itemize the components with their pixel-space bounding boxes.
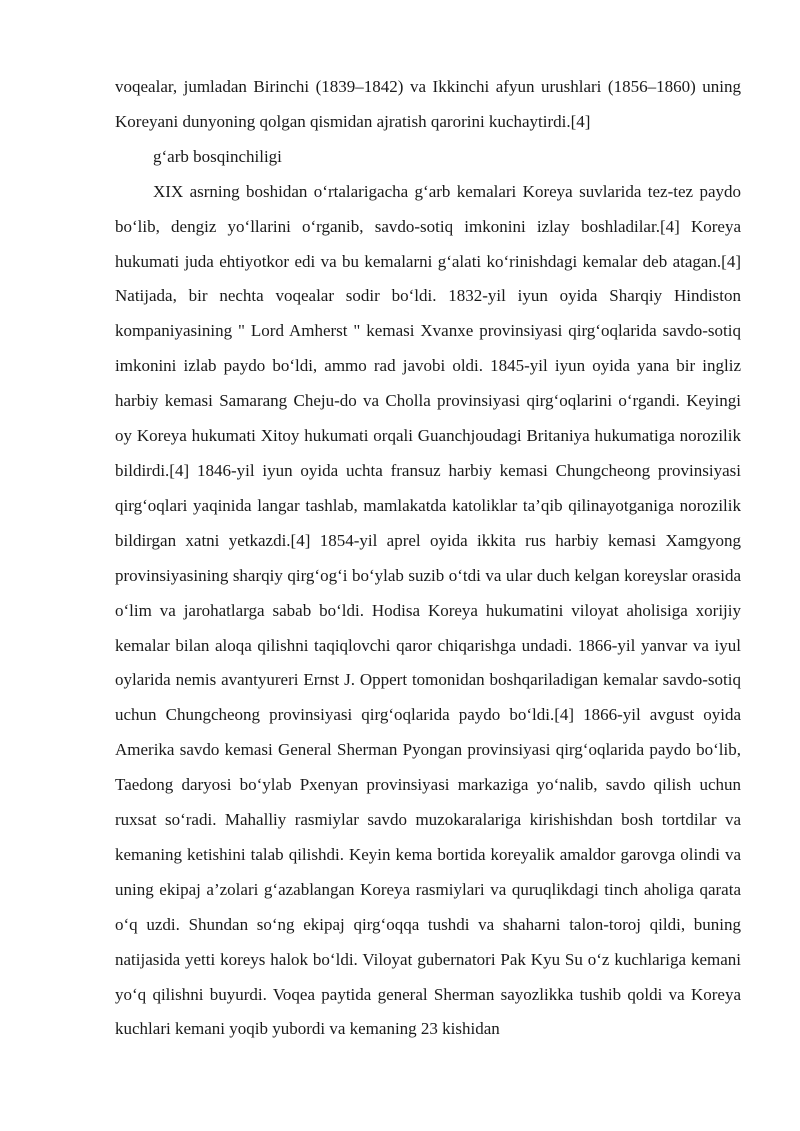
section-heading: g‘arb bosqinchiligi (153, 146, 282, 166)
paragraph-intro: voqealar, jumladan Birinchi (1839–1842) va Ikkinchi afyun urushlari (1856–1860) uning Koreyani dunyoning qolgan qismidan ajratish qarorini kuchaytirdi.[4] (115, 77, 741, 131)
paragraph-western-incursions: XIX asrning boshidan o‘rtalarigacha g‘arb kemalari Koreya suvlarida tez-tez paydo bo‘lib, dengiz yo‘llarini o‘rganib, savdo-sotiq imkonini izlay boshladilar.[4] Koreya hukumati juda ehtiyotkor edi va bu kemalarni g‘alati ko‘rinishdagi kemalar deb atagan.[4] Natijada, bir nechta voqealar sodir bo‘ldi. 1832-yil iyun oyida Sharqiy Hindiston kompaniyasining " Lord Amherst " kemasi Xvanxe provinsiyasi qirg‘oqlarida savdo-sotiq imkonini izlab paydo bo‘ldi, ammo rad javobi oldi. 1845-yil iyun oyida yana bir ingliz harbiy kemasi Samarang Cheju-do va Cholla provinsiyasi qirg‘oqlarini o‘rgandi. Keyingi oy Koreya hukumati Xitoy hukumati orqali Guanchjoudagi Britaniya hukumatiga norozilik bildirdi.[4] 1846-yil iyun oyida uchta fransuz harbiy kemasi Chungcheong provinsiyasi qirg‘oqlari yaqinida langar tashlab, mamlakatda katoliklar ta’qib qilinayotganiga norozilik bildirgan xatni yetkazdi.[4] 1854-yil aprel oyida ikkita rus harbiy kemasi Xamgyong provinsiyasining sharqiy qirg‘og‘i bo‘ylab suzib o‘tdi va ular duch kelgan koreyslar orasida o‘lim va jarohatlarga sabab bo‘ldi. Hodisa Koreya hukumatini viloyat aholisiga xorijiy kemalar bilan aloqa qilishni taqiqlovchi qaror chiqarishga undadi. 1866-yil yanvar va iyul oylarida nemis avantyureri Ernst J. Oppert tomonidan boshqariladigan kemalar savdo-sotiq uchun Chungcheong provinsiyasi qirg‘oqlarida paydo bo‘ldi.[4] 1866-yil avgust oyida Amerika savdo kemasi General Sherman Pyongan provinsiyasi qirg‘oqlarida paydo bo‘lib, Taedong daryosi bo‘ylab Pxenyan provinsiyasi markaziga yo‘nalib, savdo qilish uchun ruxsat so‘radi. Mahalliy rasmiylar savdo muzokaralariga kirishishdan bosh tortdilar va kemaning ketishini talab qilishdi. Keyin kema bortida koreyalik amaldor garovga olindi va uning ekipaj a’zolari g‘azablangan Koreya rasmiylari va quruqlikdagi tinch aholiga qarata o‘q uzdi. Shundan so‘ng ekipaj qirg‘oqqa tushdi va shaharni talon-toroj qildi, buning natijasida yetti koreys halok bo‘ldi. Viloyat gubernatori Pak Kyu Su o‘z kuchlariga kemani yo‘q qilishni buyurdi. Voqea paytida general Sherman sayozlikka tushib qoldi va Koreya kuchlari kemani yoqib yubordi va kemaning 23 kishidan (115, 181, 741, 1039)
document-page (115, 70, 741, 1047)
